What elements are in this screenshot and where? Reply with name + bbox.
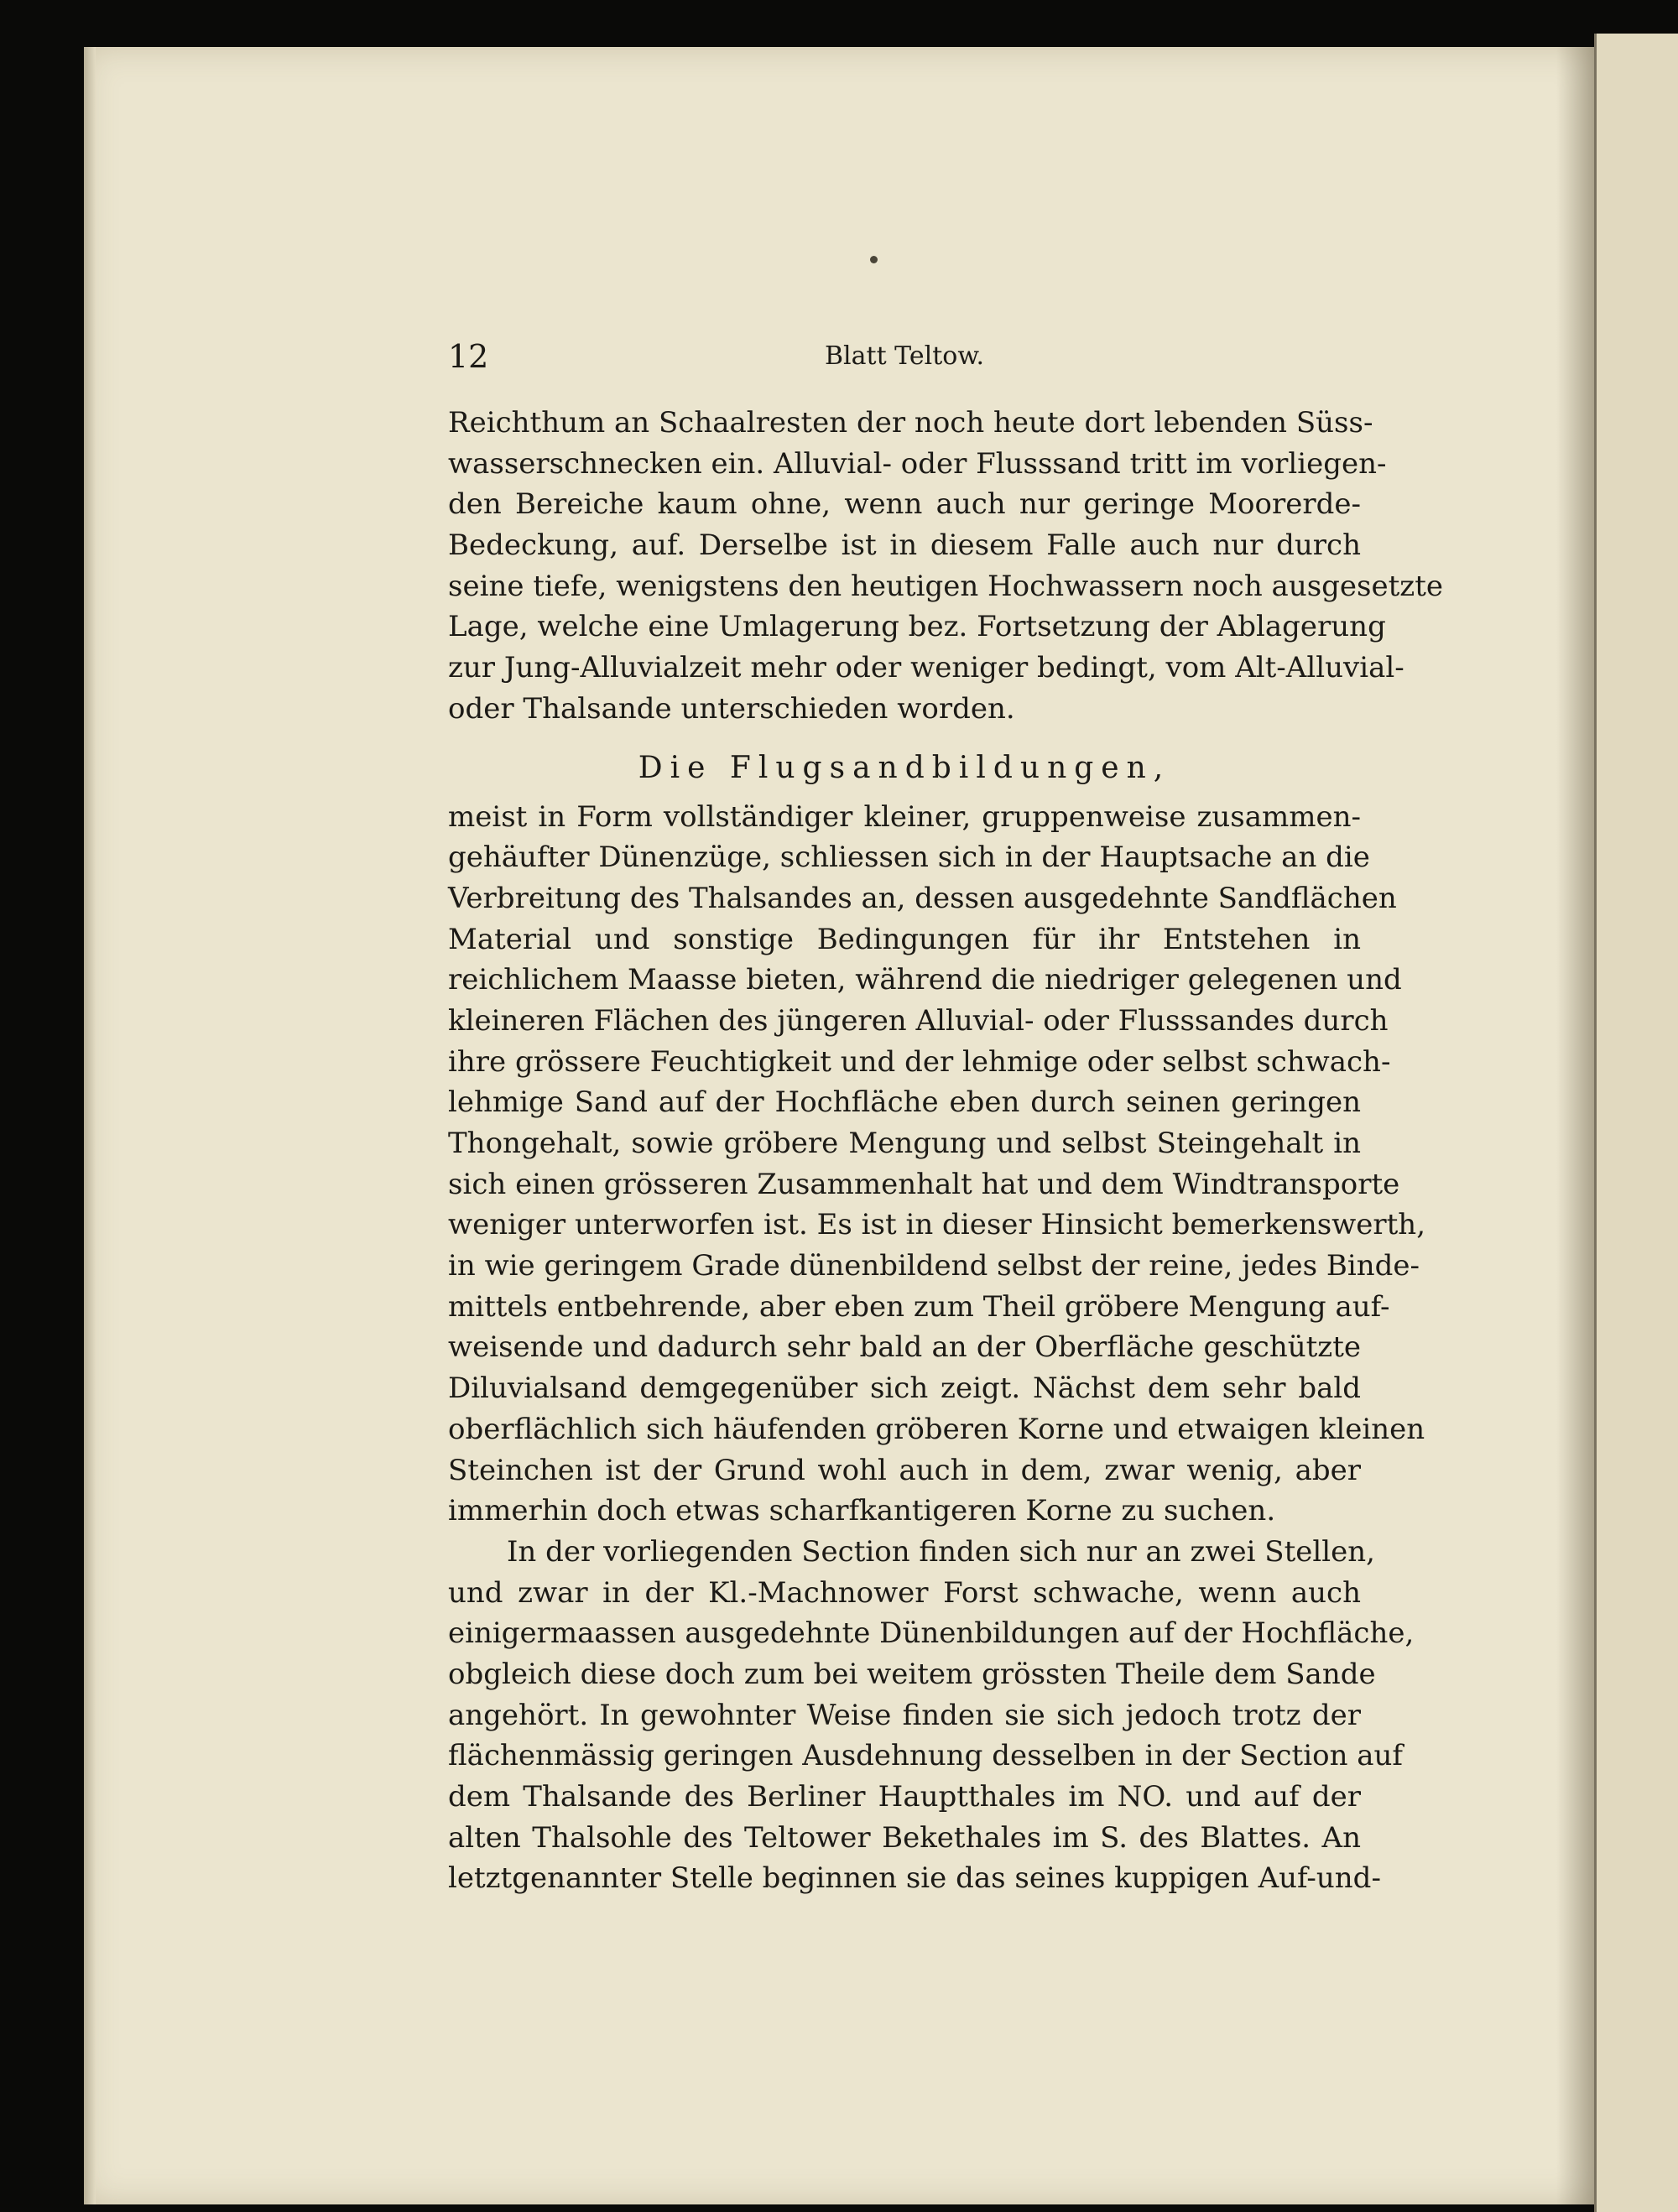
ink-dot-mark: [870, 256, 878, 263]
adjacent-page-edge: [1594, 34, 1678, 2212]
text-line: Reichthum an Schaalresten der noch heute dort lebenden Süss-: [448, 406, 1373, 440]
text-line: zur Jung-Alluvialzeit mehr oder weniger bedingt, vom Alt-Alluvial-: [448, 651, 1404, 685]
text-line: Thongehalt, sowie gröbere Mengung und selbst Steingehalt in: [448, 1127, 1361, 1160]
text-line: reichlichem Maasse bieten, während die niedriger gelegenen und: [448, 963, 1402, 997]
text-line: gehäufter Dünenzüge, schliessen sich in der Hauptsache an die: [448, 841, 1370, 875]
text-line: Diluvialsand demgegenüber sich zeigt. Nächst dem sehr bald: [448, 1371, 1361, 1406]
text-line: einigermaassen ausgedehnte Dünenbildungen auf der Hochfläche,: [448, 1616, 1415, 1651]
text-line: Steinchen ist der Grund wohl auch in dem, zwar wenig, aber: [448, 1453, 1361, 1487]
text-line: Lage, welche eine Umlagerung bez. Fortsetzung der Ablagerung: [448, 610, 1386, 644]
text-line: Material und sonstige Bedingungen für ihr Entstehen in: [448, 922, 1361, 956]
page-gutter-shadow: [1556, 47, 1594, 2204]
text-line: immerhin doch etwas scharfkantigeren Korne zu suchen.: [448, 1494, 1276, 1528]
text-line: letztgenannter Stelle beginnen sie das seines kuppigen Auf-und-: [448, 1861, 1381, 1896]
paragraph-1: [448, 403, 1443, 730]
running-title: Blatt Teltow.: [825, 341, 984, 371]
text-line: kleineren Flächen des jüngeren Alluvial- oder Flusssandes durch: [448, 1003, 1389, 1038]
page-binding-edge: [84, 47, 96, 2204]
text-line: mittels entbehrende, aber eben zum Theil gröbere Mengung auf-: [448, 1289, 1390, 1324]
paragraph-3: [448, 1532, 1415, 1899]
page-text: [448, 336, 1443, 1899]
text-line: oberflächlich sich häufenden gröberen Korne und etwaigen kleinen: [448, 1412, 1425, 1446]
text-line: weniger unterworfen ist. Es ist in dieser Hinsicht bemerkenswerth,: [448, 1208, 1426, 1242]
text-line: In der vorliegenden Section finden sich nur an zwei Stellen,: [507, 1534, 1375, 1569]
page-number: 12: [448, 338, 489, 375]
text-line: Verbreitung des Thalsandes an, dessen ausgedehnte Sandflächen: [448, 881, 1397, 915]
text-line: meist in Form vollständiger kleiner, gruppenweise zusammen-: [448, 799, 1361, 834]
text-line: dem Thalsande des Berliner Hauptthales im NO. und auf der: [448, 1780, 1361, 1814]
text-line: lehmige Sand auf der Hochfläche eben durch seinen geringen: [448, 1085, 1361, 1120]
section-heading: Die Flugsandbildungen,: [638, 750, 1171, 785]
text-line: sich einen grösseren Zusammenhalt hat und dem Windtransporte: [448, 1167, 1400, 1201]
text-line: ihre grössere Feuchtigkeit und der lehmige oder selbst schwach-: [448, 1044, 1391, 1079]
text-line: weisende und dadurch sehr bald an der Oberfläche geschützte: [448, 1330, 1361, 1365]
text-line: alten Thalsohle des Teltower Bekethales im S. des Blattes. An: [448, 1820, 1361, 1855]
page-header: [448, 336, 1361, 377]
text-line: den Bereiche kaum ohne, wenn auch nur geringe Moorerde-: [448, 487, 1361, 522]
text-line: angehört. In gewohnter Weise finden sie sich jedoch trotz der: [448, 1698, 1361, 1732]
text-line: wasserschnecken ein. Alluvial- oder Flusssand tritt im vorliegen-: [448, 446, 1387, 481]
text-line: oder Thalsande unterschieden worden.: [448, 691, 1015, 726]
text-line: und zwar in der Kl.-Machnower Forst schwache, wenn auch: [448, 1575, 1361, 1610]
text-line: obgleich diese doch zum bei weitem grössten Theile dem Sande: [448, 1657, 1376, 1691]
text-line: Bedeckung, auf. Derselbe ist in diesem Falle auch nur durch: [448, 528, 1361, 563]
text-line: seine tiefe, wenigstens den heutigen Hochwassern noch ausgesetzte: [448, 569, 1443, 603]
text-line: flächenmässig geringen Ausdehnung desselben in der Section auf: [448, 1739, 1404, 1773]
paragraph-2: [448, 797, 1426, 1532]
text-line: in wie geringem Grade dünenbildend selbst der reine, jedes Binde-: [448, 1249, 1420, 1283]
